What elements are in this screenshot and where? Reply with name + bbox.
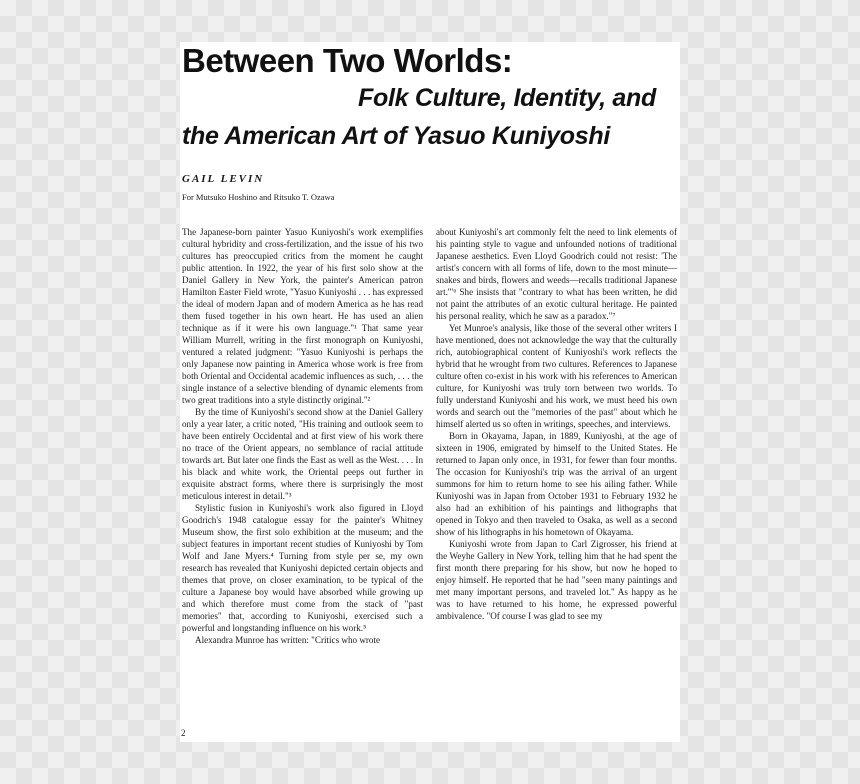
- paragraph: Alexandra Munroe has written: "Critics who wrote: [195, 635, 381, 645]
- paragraph: Stylistic fusion in Kuniyoshi's work also figured in Lloyd Goodrich's 1948 catalogue essay for the painter's Whitney Museum show, the first solo exhibition at the museum; and the subject features in important recent studies of Kuniyoshi by Tom Wolf and Jane Myers.⁴ Turning from style per se, my own research has revealed that Kuniyoshi depicted certain objects and themes that prove, on closer examination, to be typical of the culture a Japanese boy would have absorbed while growing up and which therefore must come from the stack of "past memories" that, according to Kuniyoshi, exercised such a powerful and longstanding influence on his work.⁵: [182, 503, 423, 633]
- paragraph: Yet Munroe's analysis, like those of the several other writers I have mentioned, does not acknowledge the way that the culturally rich, autobiographical content of Kuniyoshi's work reflects the hybrid that he wrought from two cultures. References to Japanese culture often co-exist in his work with his references to American culture, for Kuniyoshi was truly torn between two worlds. To fully understand Kuniyoshi and his work, we must heed his own words and search out the "memories of the past" about which he himself alerted us so often in writings, speeches, and interviews.: [436, 323, 677, 429]
- article-subtitle-line-1: Folk Culture, Identity, and: [358, 84, 656, 112]
- article-page: [180, 42, 680, 742]
- dedication: For Mutsuko Hoshino and Ritsuko T. Ozawa: [182, 192, 335, 202]
- paragraph: Born in Okayama, Japan, in 1889, Kuniyoshi, at the age of sixteen in 1906, emigrated by himself to the United States. He returned to Japan only once, in 1931, for fewer than four months. The occasion for Kuniyoshi's trip was the arrival of an urgent summons for him to return home to see his ailing father. While Kuniyoshi was in Japan from October 1931 to February 1932 he also had an exhibition of his paintings and lithographs that opened in Tokyo and then traveled to Osaka, as well as a second show of his lithographs in his hometown of Okayama.: [436, 431, 677, 537]
- paragraph: By the time of Kuniyoshi's second show at the Daniel Gallery only a year later, a critic noted, "His training and outlook seem to have been entirely Occidental and at first view of his work there no trace of the Orient appears, no semblance of racial attitude towards art. But later one finds the East as well as the West. . . . In his black and white work, the Oriental peeps out further in exquisite abstract forms, where there is surprisingly the most meticulous interest in detail."³: [182, 407, 423, 501]
- article-subtitle-line-2: the American Art of Yasuo Kuniyoshi: [182, 122, 611, 150]
- paragraph: Kuniyoshi wrote from Japan to Carl Zigrosser, his friend at the Weyhe Gallery in New York, telling him that he had spent the first month there preparing for his show, but now he hoped to enjoy himself. He reported that he had "seen many paintings and met many important persons, and traveled lot." As happy as he was to have returned to his home, he expressed powerful ambivalence. "Of course I was glad to see my: [436, 539, 677, 621]
- page-number: 2: [181, 726, 293, 740]
- paragraph: about Kuniyoshi's art commonly felt the need to link elements of his painting style to vague and unfounded notions of traditional Japanese aesthetics. Even Lloyd Goodrich could not resist: 'The artist's concern with all forms of life, down to the most minute—snakes and birds, flowers and weeds—recalls traditional Japanese art.'"⁶ She insists that "contrary to what has been written, he did not paint the attributes of an exotic cultural heritage. He painted his personal reality, which he saw as a paradox."⁷: [436, 227, 677, 321]
- article-title: Between Two Worlds:: [182, 42, 513, 79]
- body-column-left: [182, 226, 423, 646]
- paragraph: The Japanese-born painter Yasuo Kuniyoshi's work exemplifies cultural hybridity and cross-fertilization, and the issue of his two cultures has preoccupied critics from the moment he caught public attention. In 1922, the year of his first solo show at the Daniel Gallery in New York, the painter's American patron Hamilton Easter Field wrote, "Yasuo Kuniyoshi . . . has expressed the ideal of modern Japan and of modern America as he has read them fused together in his own heart. He has used an alien technique as if it were his own language."¹ That same year William Murrell, writing in the first monograph on Kuniyoshi, ventured a related judgment: "Yasuo Kuniyoshi is perhaps the only Japanese now painting in America whose work is free from both Oriental and Occidental academic influences as such, . . . the single instance of a selective blending of dynamic elements from two great traditions into a style distinctly original."²: [182, 227, 423, 405]
- author-name: GAIL LEVIN: [182, 173, 265, 185]
- body-column-right: [436, 226, 677, 622]
